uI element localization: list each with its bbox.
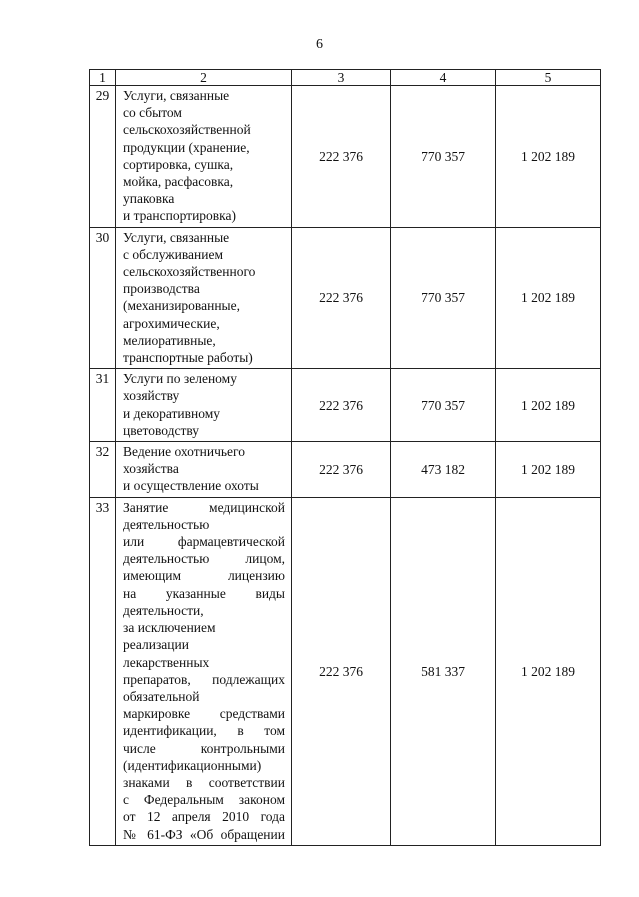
value-col-4: 581 337 bbox=[391, 497, 496, 845]
value-col-4: 770 357 bbox=[391, 369, 496, 442]
table-row bbox=[90, 227, 601, 369]
value-col-5: 1 202 189 bbox=[496, 442, 601, 498]
description-line: деятельностью лицом, bbox=[123, 551, 285, 567]
activity-description bbox=[116, 497, 292, 845]
value-col-5: 1 202 189 bbox=[496, 86, 601, 228]
row-number: 31 bbox=[90, 369, 116, 442]
table-row bbox=[90, 442, 601, 498]
value-col-5: 1 202 189 bbox=[496, 227, 601, 369]
description-line: хозяйства bbox=[123, 461, 179, 477]
description-line: или фармацевтической bbox=[123, 534, 285, 550]
description-line: лекарственных bbox=[123, 654, 210, 670]
header-col-5: 5 bbox=[496, 70, 601, 86]
header-col-1: 1 bbox=[90, 70, 116, 86]
description-line: Ведение охотничьего bbox=[123, 444, 245, 460]
description-line: сельскохозяйственной bbox=[123, 122, 251, 138]
page-number: 6 bbox=[316, 37, 323, 52]
description-line: производства bbox=[123, 281, 200, 297]
description-line: идентификации, в том bbox=[123, 723, 285, 739]
value-col-5: 1 202 189 bbox=[496, 369, 601, 442]
value-col-4: 473 182 bbox=[391, 442, 496, 498]
value-col-3: 222 376 bbox=[292, 86, 391, 228]
description-line: хозяйству bbox=[123, 388, 180, 404]
description-line: деятельностью bbox=[123, 516, 210, 532]
description-line: имеющим лицензию bbox=[123, 568, 285, 584]
description-line: обязательной bbox=[123, 688, 200, 704]
description-line: Занятие медицинской bbox=[123, 499, 285, 515]
value-col-3: 222 376 bbox=[292, 227, 391, 369]
header-col-2: 2 bbox=[116, 70, 292, 86]
description-line: за исключением bbox=[123, 620, 216, 636]
description-line: со сбытом bbox=[123, 105, 182, 121]
description-line: (механизированные, bbox=[123, 298, 240, 314]
value-col-3: 222 376 bbox=[292, 442, 391, 498]
description-line: Услуги, связанные bbox=[123, 88, 230, 103]
description-line: и осуществление охоты bbox=[123, 478, 259, 494]
value-col-4: 770 357 bbox=[391, 86, 496, 228]
description-line: и транспортировка) bbox=[123, 208, 237, 224]
description-line: с обслуживанием bbox=[123, 246, 224, 262]
description-line: препаратов, подлежащих bbox=[123, 671, 285, 687]
description-line: реализации bbox=[123, 637, 189, 653]
description-line: Услуги по зеленому bbox=[123, 371, 237, 387]
table-row bbox=[90, 497, 601, 845]
activity-description bbox=[116, 442, 292, 498]
row-number: 30 bbox=[90, 227, 116, 369]
description-line: и декоративному bbox=[123, 405, 220, 421]
table-row bbox=[90, 369, 601, 442]
header-col-4: 4 bbox=[391, 70, 496, 86]
description-line: с Федеральным законом bbox=[123, 792, 285, 808]
description-line: упаковка bbox=[123, 191, 175, 207]
header-row bbox=[90, 70, 601, 86]
description-line: продукции (хранение, bbox=[123, 139, 250, 155]
table-row bbox=[90, 86, 601, 228]
row-number: 32 bbox=[90, 442, 116, 498]
description-line: числе контрольными bbox=[123, 740, 285, 756]
activity-description bbox=[116, 369, 292, 442]
value-col-5: 1 202 189 bbox=[496, 497, 601, 845]
activity-description bbox=[116, 86, 292, 228]
description-line: сортировка, сушка, bbox=[123, 156, 234, 172]
description-line: маркировке средствами bbox=[123, 706, 285, 722]
description-line: на указанные виды bbox=[123, 585, 285, 601]
description-line: (идентификационными) bbox=[123, 757, 262, 773]
row-number: 29 bbox=[90, 86, 116, 228]
description-line: деятельности, bbox=[123, 602, 204, 618]
description-line: мелиоративные, bbox=[123, 332, 216, 348]
header-col-3: 3 bbox=[292, 70, 391, 86]
value-col-3: 222 376 bbox=[292, 497, 391, 845]
value-col-4: 770 357 bbox=[391, 227, 496, 369]
description-line: сельскохозяйственного bbox=[123, 264, 256, 280]
row-number: 33 bbox=[90, 497, 116, 845]
description-line: знаками в соответствии bbox=[123, 774, 285, 790]
description-line: Услуги, связанные bbox=[123, 229, 230, 245]
description-line: агрохимические, bbox=[123, 315, 220, 331]
description-line: от 12 апреля 2010 года bbox=[123, 809, 285, 825]
description-line: мойка, расфасовка, bbox=[123, 174, 234, 190]
description-line: транспортные работы) bbox=[123, 350, 253, 366]
description-line: № 61-ФЗ «Об обращении bbox=[123, 826, 285, 842]
value-col-3: 222 376 bbox=[292, 369, 391, 442]
description-line: цветоводству bbox=[123, 422, 200, 438]
tariff-table bbox=[89, 69, 601, 846]
activity-description bbox=[116, 227, 292, 369]
